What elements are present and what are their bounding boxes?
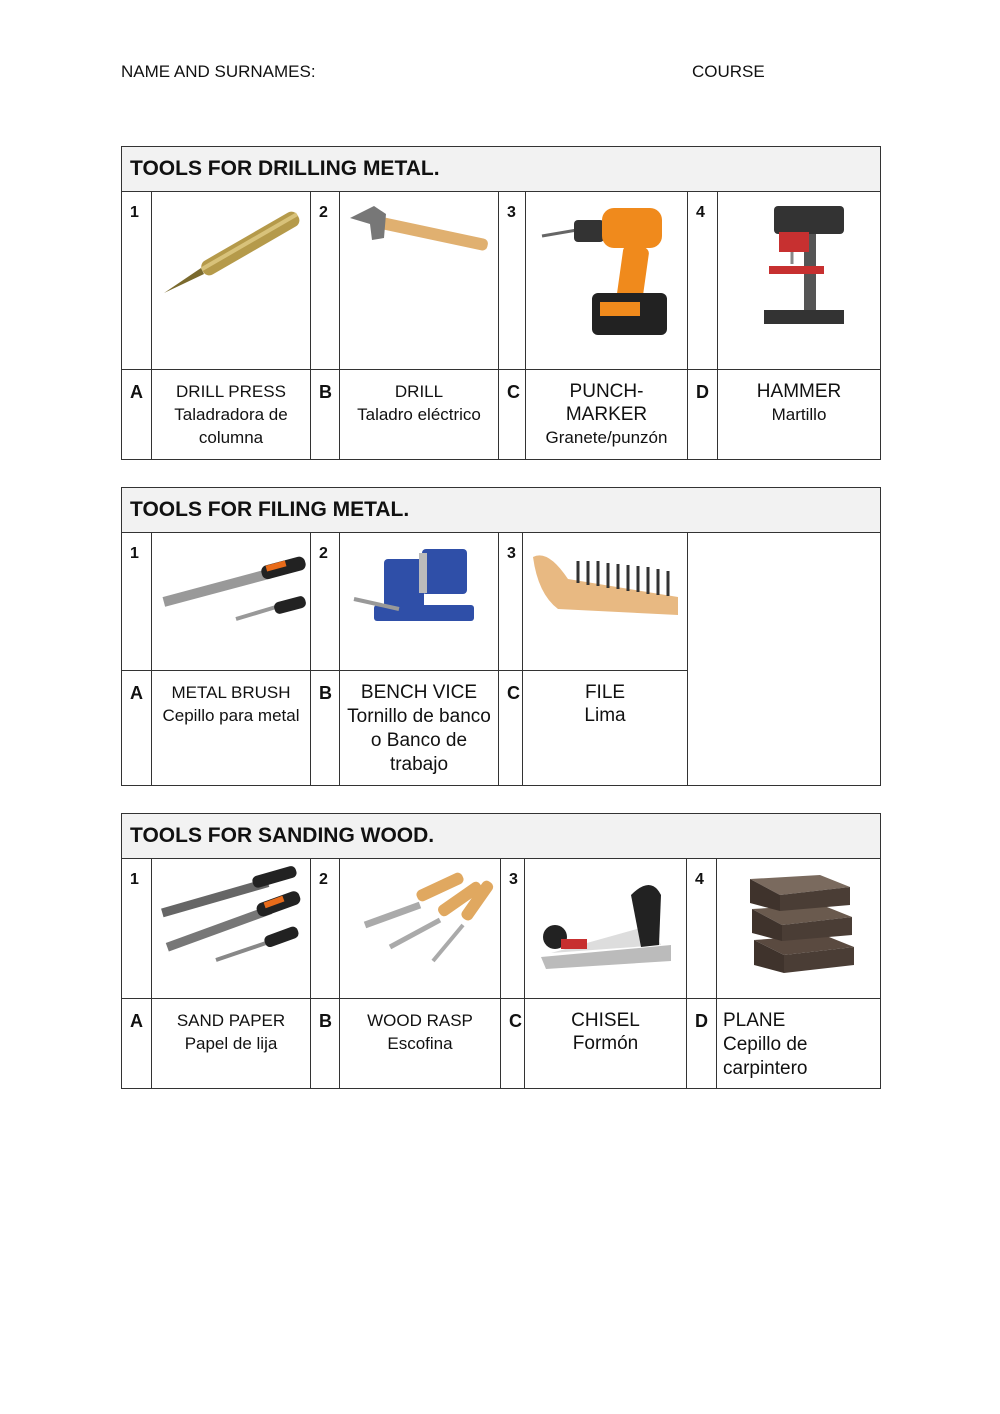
option-english: BENCH VICE (360, 682, 478, 703)
option-spanish: Tornillo de banco o Banco de trabajo (347, 706, 491, 775)
option-english: FILE (584, 682, 626, 703)
option-spanish: Taladradora de columna (174, 405, 288, 447)
wire-brush-icon (523, 533, 688, 671)
hand-plane-icon (525, 859, 687, 999)
option-label (718, 370, 881, 460)
option-label (523, 671, 688, 786)
image-number: 3 (501, 859, 525, 999)
option-english: SAND PAPER (176, 1011, 286, 1030)
option-letter: B (311, 671, 340, 786)
option-spanish: Escofina (387, 1034, 453, 1053)
name-label: NAME AND SURNAMES: (121, 62, 316, 81)
option-label (340, 999, 501, 1089)
option-label (152, 370, 311, 460)
punch-marker-icon (152, 192, 311, 370)
option-english: METAL BRUSH (171, 683, 291, 702)
cordless-drill-icon (526, 192, 688, 370)
bench-vice-icon (340, 533, 499, 671)
option-spanish: Formón (572, 1033, 639, 1054)
option-english: DRILL (394, 382, 444, 401)
option-english: HAMMER (756, 381, 842, 402)
image-number: 3 (499, 533, 523, 671)
option-label (525, 999, 687, 1089)
section-title: TOOLS FOR SANDING WOOD. (122, 814, 881, 859)
section-title: TOOLS FOR DRILLING METAL. (122, 147, 881, 192)
option-letter: C (501, 999, 525, 1089)
image-number: 4 (687, 859, 717, 999)
option-spanish: Martillo (771, 405, 827, 424)
section-sanding (121, 813, 881, 1089)
section-drilling (121, 146, 881, 460)
option-letter: C (499, 671, 523, 786)
option-spanish: Papel de lija (184, 1034, 278, 1053)
option-label (717, 999, 881, 1089)
option-english: WOOD RASP (367, 1011, 473, 1030)
option-label (152, 999, 311, 1089)
image-number: 1 (122, 533, 152, 671)
option-spanish: Taladro eléctrico (357, 405, 481, 424)
option-letter: D (688, 370, 718, 460)
option-label (152, 671, 311, 786)
metal-file-icon (152, 533, 311, 671)
option-spanish: Granete/punzón (545, 428, 668, 447)
chisels-icon (340, 859, 501, 999)
course-label: COURSE (692, 62, 765, 81)
option-letter: B (311, 370, 340, 460)
option-spanish: Cepillo de carpintero (723, 1034, 808, 1079)
option-letter: B (311, 999, 340, 1089)
option-english: PUNCH-MARKER (565, 381, 648, 425)
image-number: 3 (499, 192, 526, 370)
option-english: DRILL PRESS (176, 382, 286, 401)
section-title: TOOLS FOR FILING METAL. (122, 488, 881, 533)
image-number: 2 (311, 533, 340, 671)
option-label (340, 370, 499, 460)
sanding-sponge-icon (717, 859, 881, 999)
option-letter: C (499, 370, 526, 460)
image-number: 1 (122, 859, 152, 999)
option-letter: A (122, 370, 152, 460)
option-label (340, 671, 499, 786)
image-number: 2 (311, 192, 340, 370)
hammer-icon (340, 192, 499, 370)
section-filing (121, 487, 881, 786)
image-number: 4 (688, 192, 718, 370)
option-english: PLANE (723, 1010, 786, 1031)
image-number: 2 (311, 859, 340, 999)
option-label (526, 370, 688, 460)
drill-press-icon (718, 192, 881, 370)
blank-cell (688, 533, 881, 786)
option-letter: D (687, 999, 717, 1089)
option-english: CHISEL (571, 1010, 640, 1031)
option-letter: A (122, 999, 152, 1089)
option-letter: A (122, 671, 152, 786)
option-spanish: Lima (584, 705, 626, 726)
image-number: 1 (122, 192, 152, 370)
option-spanish: Cepillo para metal (162, 706, 300, 725)
wood-rasp-icon (152, 859, 311, 999)
